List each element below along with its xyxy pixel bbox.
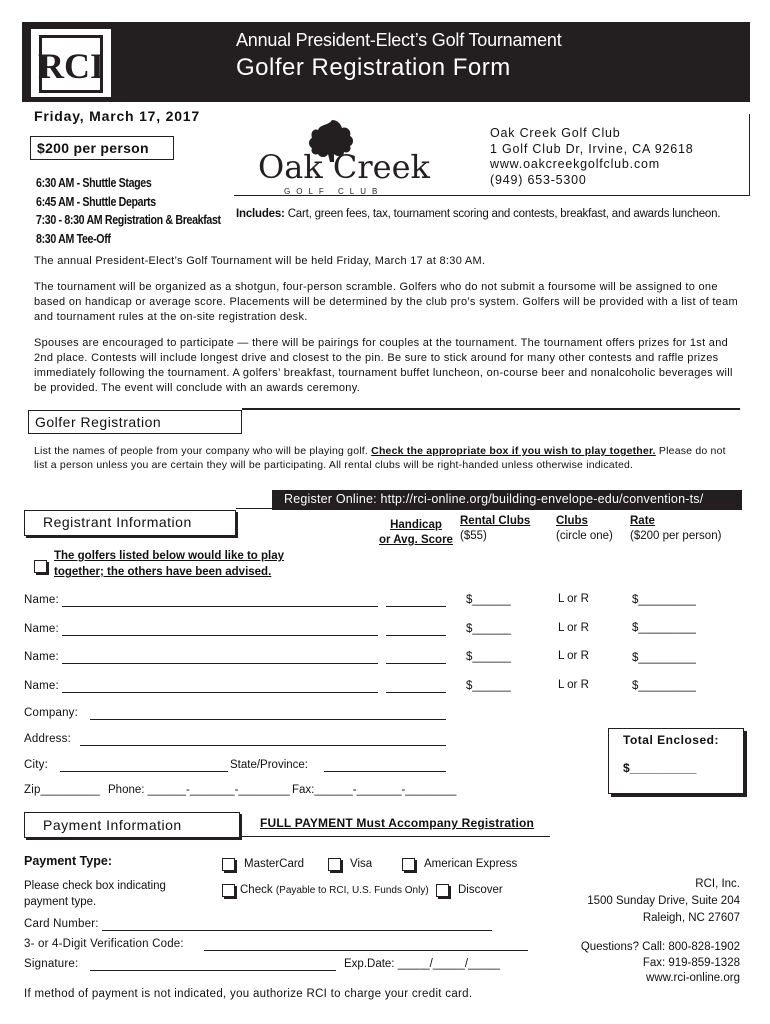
full-payment-notice: FULL PAYMENT Must Accompany Registration: [260, 816, 535, 830]
play-together-label: The golfers listed below would like to play together; the others have been advised.: [54, 550, 285, 578]
total-enclosed-field[interactable]: $__________: [623, 761, 697, 775]
handicap-field-2[interactable]: [386, 635, 446, 636]
signature-field[interactable]: [90, 970, 336, 971]
clubs-option-2[interactable]: L or R: [558, 622, 589, 634]
discover-label: Discover: [458, 884, 503, 896]
col-rental-2: ($55): [460, 530, 487, 542]
card-number-field[interactable]: [102, 930, 492, 931]
address-label: Address:: [24, 733, 71, 745]
rate-field-1[interactable]: $_________: [632, 594, 696, 606]
discover-checkbox[interactable]: [436, 884, 449, 897]
verification-field[interactable]: [204, 950, 528, 951]
schedule-item: 7:30 - 8:30 AM Registration & Breakfast: [36, 213, 221, 227]
mastercard-label: MasterCard: [244, 858, 305, 870]
city-field[interactable]: [60, 771, 228, 772]
visa-checkbox[interactable]: [328, 858, 341, 871]
col-rate: [630, 514, 721, 544]
golf-club-tag: GOLF CLUB: [284, 187, 384, 196]
col-handicap-2: or Avg. Score: [379, 534, 453, 546]
name-label-1: Name:: [24, 594, 59, 606]
rci-logo-letters: RCI: [37, 46, 105, 86]
name-label-3: Name:: [24, 651, 59, 663]
total-enclosed-box: [608, 728, 744, 794]
rci-web[interactable]: www.rci-online.org: [646, 972, 740, 984]
payment-hint: Please check box indicating payment type.: [24, 880, 166, 908]
verification-label: 3- or 4-Digit Verification Code:: [24, 938, 184, 950]
col-handicap: [366, 518, 466, 548]
golfer-registration-heading: Golfer Registration: [28, 410, 242, 434]
schedule-item: 6:45 AM - Shuttle Departs: [36, 194, 156, 209]
gr-text-c: Please do not list a person unless you are certain they will be participating. All rental clubs will be right-handed unless otherwise indicated.: [34, 445, 726, 471]
col-rate-1: Rate: [630, 515, 655, 527]
payment-information-heading: Payment Information: [24, 812, 240, 838]
oak-creek-wordmark: Oak Creek: [258, 148, 430, 186]
club-phone: (949) 653-5300: [490, 172, 587, 187]
payment-type-label: Payment Type:: [24, 854, 112, 868]
amex-label: American Express: [424, 858, 518, 870]
total-enclosed-label: Total Enclosed:: [623, 733, 719, 747]
rci-contact: [540, 940, 740, 987]
event-date: Friday, March 17, 2017: [34, 108, 200, 124]
rci-logo: [30, 28, 112, 98]
registrant-rule: [236, 508, 742, 509]
check-note: (Payable to RCI, U.S. Funds Only): [275, 885, 429, 896]
club-contact: [490, 126, 693, 188]
handicap-field-4[interactable]: [386, 692, 446, 693]
clubs-option-3[interactable]: L or R: [558, 650, 589, 662]
company-field[interactable]: [90, 719, 446, 720]
col-clubs: [556, 514, 613, 544]
handicap-field-1[interactable]: [386, 606, 446, 607]
mastercard-checkbox[interactable]: [222, 858, 235, 871]
registrant-information-heading: Registrant Information: [24, 510, 236, 536]
register-online-link[interactable]: Register Online: http://rci-online.org/building-envelope-edu/convention-ts/: [272, 490, 742, 510]
includes-line: [236, 208, 720, 220]
header-title: Golfer Registration Form: [236, 54, 511, 81]
schedule-item: 6:30 AM - Shuttle Stages: [36, 176, 152, 190]
state-field[interactable]: [324, 771, 446, 772]
header-subtitle: Annual President-Elect’s Golf Tournament: [236, 30, 562, 50]
zip-field[interactable]: Zip_________: [24, 784, 100, 796]
price-box: $200 per person: [30, 136, 174, 160]
card-number-label: Card Number:: [24, 918, 99, 930]
intro-paragraph: The annual President-Elect’s Golf Tournament will be held Friday, March 17 at 8:30 AM.: [34, 255, 486, 267]
name-label-4: Name:: [24, 680, 59, 692]
state-label: State/Province:: [230, 759, 308, 771]
includes-text: Cart, green fees, tax, tournament scoring and contests, breakfast, and awards luncheon.: [287, 208, 721, 220]
col-rate-2: ($200 per person): [630, 530, 722, 542]
check-label-text: Check: [240, 884, 273, 896]
clubs-option-1[interactable]: L or R: [558, 593, 589, 605]
amex-checkbox[interactable]: [402, 858, 415, 871]
rci-org: RCI, Inc.: [695, 878, 740, 890]
name-field-4[interactable]: [62, 692, 378, 693]
col-rental-1: Rental Clubs: [460, 515, 531, 527]
fax-field[interactable]: Fax:______-_______-________: [292, 784, 457, 796]
gr-text-b: Check the appropriate box if you wish to play together.: [371, 445, 656, 457]
rci-logo-mark: [37, 38, 105, 90]
rental-field-2[interactable]: $______: [466, 623, 511, 635]
includes-label: Includes:: [236, 208, 285, 220]
check-checkbox[interactable]: [222, 884, 235, 897]
phone-field[interactable]: Phone: ______-_______-________: [108, 784, 290, 796]
exp-date-field[interactable]: Exp.Date: _____/_____/_____: [344, 958, 501, 970]
rental-field-1[interactable]: $______: [466, 594, 511, 606]
col-rental: [460, 514, 530, 544]
clubs-option-4[interactable]: L or R: [558, 679, 589, 691]
rate-field-3[interactable]: $_________: [632, 652, 696, 664]
name-field-1[interactable]: [62, 606, 378, 607]
rental-field-3[interactable]: $______: [466, 651, 511, 663]
payment-rule: [240, 836, 550, 837]
rate-field-2[interactable]: $_________: [632, 622, 696, 634]
address-field[interactable]: [80, 745, 446, 746]
golfer-registration-text: [34, 444, 740, 472]
section-rule: [242, 408, 740, 410]
schedule: [36, 174, 221, 248]
name-field-2[interactable]: [62, 635, 378, 636]
col-clubs-1: Clubs: [556, 515, 588, 527]
format-paragraph: The tournament will be organized as a shotgun, four-person scramble. Golfers who do not submit a foursome will be assigned to one based on handicap or average score. Placements will be determined by the club pro’s system. Golfers will be provided with a list of team and tournament rules at the on-site registration desk.: [34, 281, 738, 323]
spouses-paragraph: Spouses are encouraged to participate — there will be pairings for couples at the tournament. The tournament offers prizes for 1st and 2nd place. Contests will include longest drive and closest to the pin. Be sure to stick around for many other contests and raffle prizes immediately following the tournament. A golfers’ breakfast, tournament buffet luncheon, on-course beer and nonalcoholic beverages will be provided. The event will conclude with an awards ceremony.: [34, 337, 733, 394]
schedule-item: 8:30 AM Tee-Off: [36, 231, 111, 246]
club-name: Oak Creek Golf Club: [490, 126, 621, 140]
rate-field-4[interactable]: $_________: [632, 680, 696, 692]
rci-phone: Questions? Call: 800-828-1902: [580, 941, 740, 953]
name-field-3[interactable]: [62, 663, 378, 664]
visa-label: Visa: [350, 858, 373, 870]
club-address: 1 Golf Club Dr, Irvine, CA 92618: [490, 141, 694, 156]
play-together-checkbox[interactable]: [34, 560, 47, 573]
handicap-field-3[interactable]: [386, 663, 446, 664]
col-handicap-1: Handicap: [390, 519, 442, 531]
rci-city: Raleigh, NC 27607: [642, 912, 740, 924]
club-website[interactable]: www.oakcreekgolfclub.com: [490, 157, 660, 171]
gr-text-a: List the names of people from your company who will be playing golf.: [34, 445, 369, 457]
rci-street: 1500 Sunday Drive, Suite 204: [587, 895, 740, 907]
signature-label: Signature:: [24, 958, 79, 970]
rci-address: [540, 876, 740, 927]
name-label-2: Name:: [24, 623, 59, 635]
rental-field-4[interactable]: $______: [466, 680, 511, 692]
rci-fax: Fax: 919-859-1328: [642, 956, 740, 969]
oak-creek-logo: [254, 116, 434, 198]
company-label: Company:: [24, 707, 79, 719]
city-label: City:: [24, 759, 48, 771]
check-label: [240, 884, 429, 896]
col-clubs-2: (circle one): [556, 530, 613, 542]
footer-note: If method of payment is not indicated, you authorize RCI to charge your credit card.: [24, 988, 473, 1000]
